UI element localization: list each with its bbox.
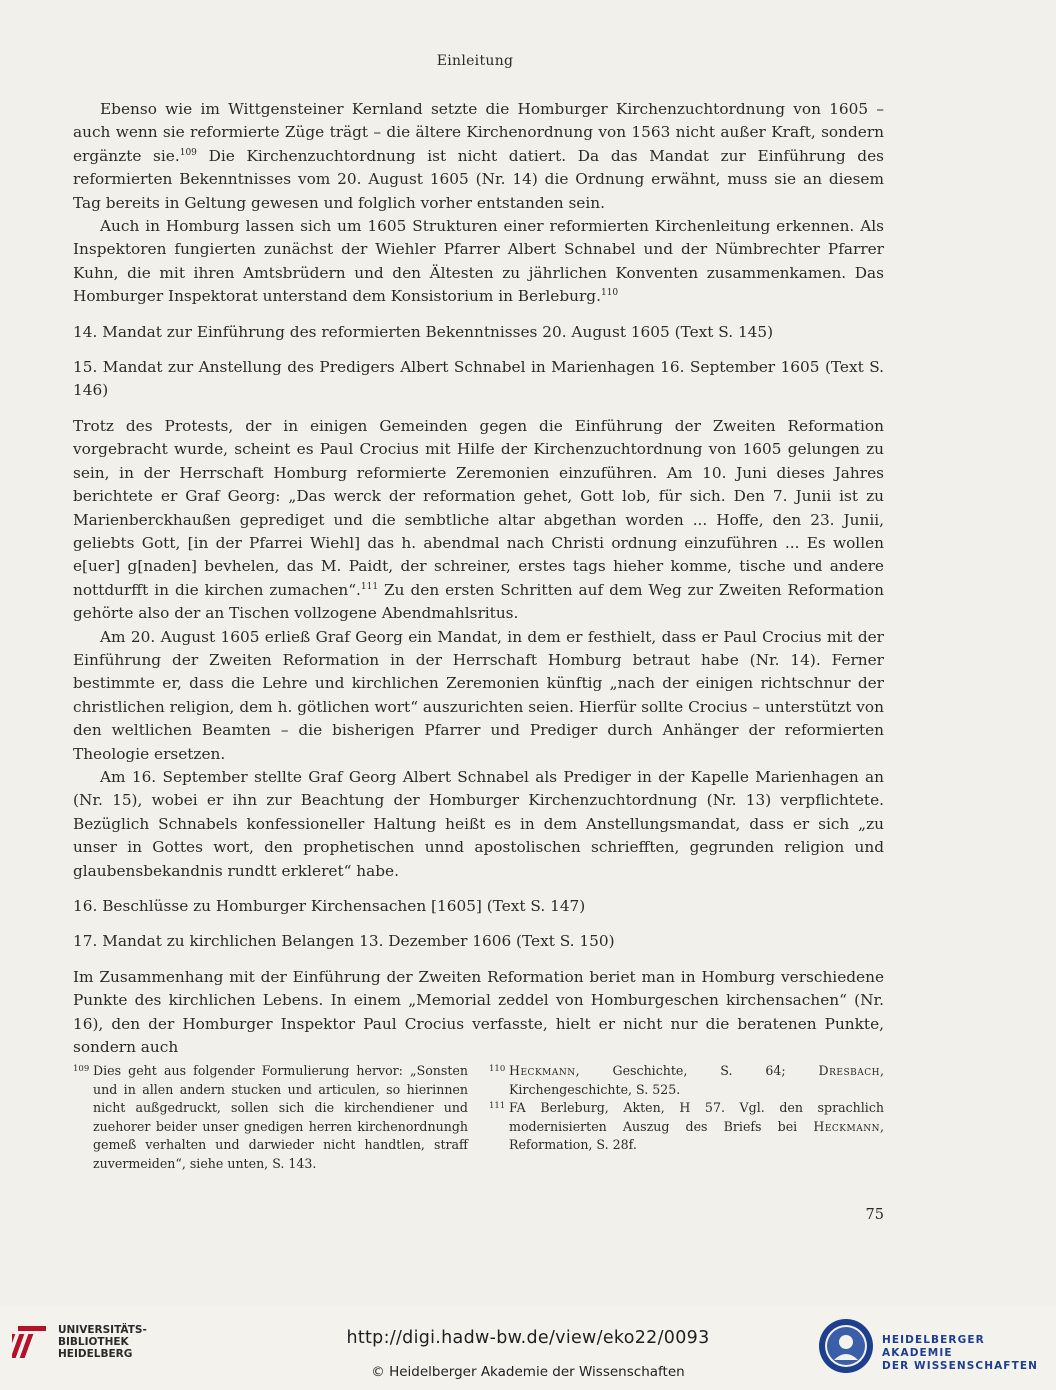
footnote-text: Heckmann, Geschichte, S. 64; Dresbach, Kirchengeschichte, S. 525. xyxy=(509,1063,884,1097)
paragraph: Am 20. August 1605 erließ Graf Georg ein Mandat, in dem er festhielt, dass er Paul Crocius mit der Einführung der Zweiten Reformation in der Herrschaft Homburg betraut habe (Nr. 14). Ferner bestimmte er, dass die Lehre und kirchlichen Zeremonien künftig „nach der einigen richtschnur der christlichen religion, dem h. götlichen wort“ auszurichten seien. Hierfür sollte Crocius – unterstützt von den weltlichen Beamten – die bisherigen Pfarrer und Prediger durch Anhänger der reformierten Theologie ersetzen. xyxy=(73,627,884,763)
section-heading: 14. Mandat zur Einführung des reformierten Bekenntnisses 20. August 1605 (Text S. 145) xyxy=(73,322,774,341)
university-library-name: UNIVERSITÄTS- BIBLIOTHEK HEIDELBERG xyxy=(58,1324,147,1360)
paragraph: Ebenso wie im Wittgensteiner Kernland setzte die Homburger Kirchenzuchtordnung von 1605 – auch wenn sie reformierte Züge trägt – die ältere Kirchenordnung von 1563 nicht außer Kraft, sondern ergänzte sie.$^{109}$ Die Kirchenzuchtordnung ist nicht datiert. Da das Mandat zur Einführung des reformierten Bekenntnisses vom 20. August 1605 (Nr. 14) die Ordnung erwähnt, muss sie an diesem Tag bereits in Geltung gewesen und folglich vorher entstanden sein. xyxy=(73,100,884,212)
paragraph: Am 16. September stellte Graf Georg Albert Schnabel als Prediger in der Kapelle Marienhagen an (Nr. 15), wobei er ihn zur Beachtung der Homburger Kirchenzuchtordnung (Nr. 13) verpflichtete. Bezüglich Schnabels konfessioneller Haltung heißt es in dem Anstellungsmandat, dass er sich „zu unser in Gottes wort, den prophetischen unnd apostolischen schriefften, gegrunden religion und glaubensbekandnis rundtt erkleret“ habe. xyxy=(73,767,884,880)
footnotes xyxy=(73,1062,884,1174)
viewer-footer xyxy=(0,1306,1056,1390)
paragraph: Trotz des Protests, der in einigen Gemeinden gegen die Einführung der Zweiten Reformation vorgebracht wurde, scheint es Paul Crocius mit Hilfe der Kirchenzuchtordnung von 1605 gelungen zu sein, in der Herrschaft Homburg reformierte Zeremonien einzuführen. Am 10. Juni dieses Jahres berichtete er Graf Georg: „Das werck der reformation gehet, Gott lob, für sich. Den 7. Junii ist zu Marienberckhaußen geprediget und die sembtliche altar abgethan worden ... Hoffe, den 23. Junii, geliebts Gott, [in der Pfarrei Wiehl] das h. abendmal nach Christi ordnung einzuführen ... Es wollen e[uer] g[naden] bevhelen, das M. Paidt, der schreiner, erstes tags hieher komme, tische und andere nottdurfft in die kirchen zumachen“.$^{111}$ Zu den ersten Schritten auf dem Weg zur Zweiten Reformation gehörte also der an Tischen vollzogene Abendmahlsritus. xyxy=(73,416,884,623)
copyright-notice: © Heidelberger Akademie der Wissenschaften xyxy=(371,1364,685,1380)
footnote-ref[interactable]: 109 xyxy=(179,147,197,158)
running-head: Einleitung xyxy=(436,53,514,69)
footnote-111 xyxy=(489,1099,884,1155)
footnote-110 xyxy=(489,1062,884,1099)
page-number: 75 xyxy=(865,1207,884,1223)
footnote-ref[interactable]: 110 xyxy=(600,288,619,299)
paragraph: Auch in Homburg lassen sich um 1605 Strukturen einer reformierten Kirchenleitung erkennen. Als Inspektoren fungierten zunächst der Wiehler Pfarrer Albert Schnabel und der Nümbrechter Pfarrer Kuhn, die mit ihren Amtsbrüdern und den Ältesten zu jährlichen Konventen zusammenkamen. Das Homburger Inspektorat unterstand dem Konsistorium in Berleburg.$^{110}$ xyxy=(73,217,884,306)
footnote-109 xyxy=(73,1062,468,1174)
academy-name: HEIDELBERGER AKADEMIE DER WISSENSCHAFTEN xyxy=(882,1334,1039,1372)
permalink-url[interactable]: http://digi.hadw-bw.de/view/eko22/0093 xyxy=(346,1328,710,1348)
footnote-number: 109 xyxy=(73,1064,90,1074)
main-text xyxy=(73,98,884,1059)
footnote-column-left xyxy=(73,1062,468,1174)
section-heading: 17. Mandat zu kirchlichen Belangen 13. Dezember 1606 (Text S. 150) xyxy=(73,932,615,951)
footnote-number: 110 xyxy=(489,1064,506,1074)
paragraph: Im Zusammenhang mit der Einführung der Zweiten Reformation beriet man in Homburg verschiedene Punkte des kirchlichen Lebens. In einem „Memorial zeddel von Homburgeschen kirchensachen“ (Nr. 16), den der Homburger Inspektor Paul Crocius verfasste, hielt er nicht nur die beratenen Punkte, sondern auch xyxy=(73,967,884,1057)
footnote-text: FA Berleburg, Akten, H 57. Vgl. den sprachlich modernisierten Auszug des Briefs bei Heckmann, Reformation, S. 28f. xyxy=(509,1100,884,1153)
section-heading: 16. Beschlüsse zu Homburger Kirchensachen [1605] (Text S. 147) xyxy=(73,897,586,915)
footnote-number: 111 xyxy=(489,1101,506,1112)
footnote-ref[interactable]: 111 xyxy=(360,581,379,592)
section-heading: 15. Mandat zur Anstellung des Predigers Albert Schnabel in Marienhagen 16. September 1605 (Text S. 146) xyxy=(73,358,884,400)
footnote-text: Dies geht aus folgender Formulierung hervor: „Sonsten und in allen andern stucken und articulen, so hierinnen nicht außgedruckt, sollen sich die kirchendiener und zuehorer beider unser gnedigen herren kirchenordnungh gemeß verhalten und darwieder nicht handtlen, straff zuvermeiden“, siehe unten, S. 143. xyxy=(93,1063,468,1171)
academy-seal-icon[interactable] xyxy=(818,1318,874,1374)
footnote-column-right xyxy=(489,1062,884,1174)
